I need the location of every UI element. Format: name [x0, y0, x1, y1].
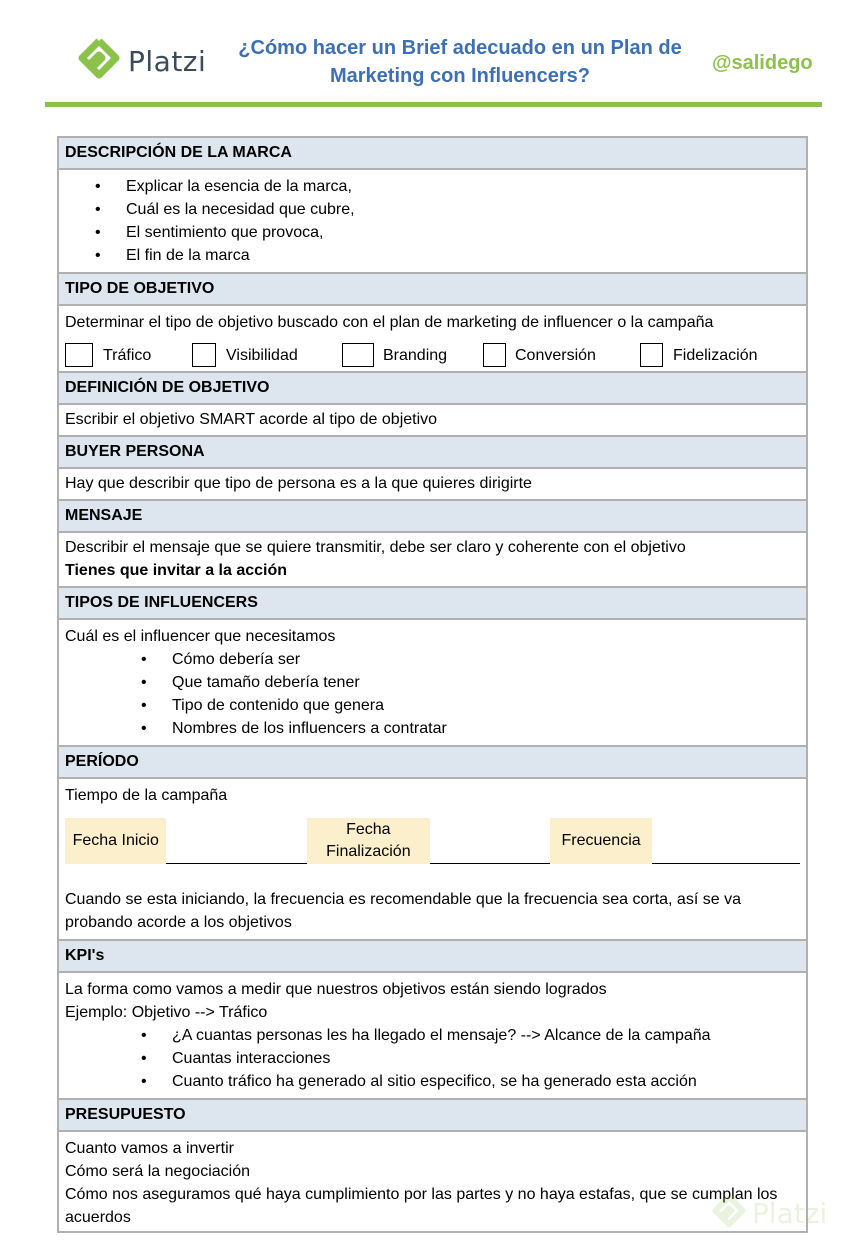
section-header-periodo: PERÍODO — [59, 747, 806, 779]
influencers-text: Cuál es el influencer que necesitamos — [65, 628, 336, 645]
fecha-inicio-label: Fecha Inicio — [65, 818, 166, 864]
platzi-watermark-icon — [712, 1194, 746, 1232]
period-fields — [65, 816, 800, 864]
checkbox[interactable] — [640, 343, 663, 367]
option-fidelizacion[interactable] — [640, 343, 757, 367]
checkbox[interactable] — [65, 343, 93, 367]
author-handle: @salidego — [712, 52, 813, 74]
header — [0, 0, 862, 110]
list-item: • El sentimiento que provoca, — [65, 221, 800, 244]
section-body-buyer: Hay que describir que tipo de persona es a la que quieres dirigirte — [59, 469, 806, 501]
checkbox[interactable] — [342, 343, 374, 367]
presupuesto-line: Cuanto vamos a invertir — [65, 1140, 234, 1157]
logo-text: Platzi — [128, 44, 207, 78]
section-body-tipo — [59, 306, 806, 373]
section-header-mensaje: MENSAJE — [59, 501, 806, 533]
fecha-finalizacion-input[interactable] — [430, 816, 550, 864]
kpis-example: Ejemplo: Objetivo --> Tráfico — [65, 1004, 268, 1021]
section-header-influencers: TIPOS DE INFLUENCERS — [59, 588, 806, 620]
option-branding[interactable] — [342, 343, 483, 367]
list-item: • Cómo debería ser — [65, 648, 800, 671]
list-item: • Explicar la esencia de la marca, — [65, 175, 800, 198]
section-body-influencers — [59, 620, 806, 747]
section-body-kpis — [59, 973, 806, 1100]
section-header-presupuesto: PRESUPUESTO — [59, 1100, 806, 1132]
mensaje-call-to-action: Tienes que invitar a la acción — [65, 562, 288, 579]
checkbox[interactable] — [192, 343, 216, 367]
list-item: • Cuál es la necesidad que cubre, — [65, 198, 800, 221]
periodo-note: Cuando se esta iniciando, la frecuencia es recomendable que la frecuencia sea corta, así se va probando acorde a los objetivos — [65, 891, 741, 931]
frecuencia-input[interactable] — [652, 816, 800, 864]
section-header-buyer: BUYER PERSONA — [59, 437, 806, 469]
section-header-marca: DESCRIPCIÓN DE LA MARCA — [59, 138, 806, 170]
brief-table — [57, 136, 808, 1233]
list-item: • Que tamaño debería tener — [65, 671, 800, 694]
section-header-tipo: TIPO DE OBJETIVO — [59, 274, 806, 306]
platzi-watermark — [712, 1194, 827, 1232]
section-body-marca — [59, 170, 806, 274]
platzi-logo-icon — [78, 38, 120, 84]
kpis-text: La forma como vamos a medir que nuestros objetivos están siendo logrados — [65, 981, 607, 998]
page-title: ¿Cómo hacer un Brief adecuado en un Plan de Marketing con Influencers? — [238, 37, 682, 87]
section-body-presupuesto — [59, 1132, 806, 1231]
fecha-finalizacion-label: Fecha Finalización — [307, 818, 430, 864]
list-item: • Nombres de los influencers a contratar — [65, 717, 800, 740]
option-visibilidad[interactable] — [192, 343, 342, 367]
header-divider — [45, 102, 822, 107]
section-header-definicion: DEFINICIÓN DE OBJETIVO — [59, 373, 806, 405]
option-label: Branding — [383, 346, 448, 364]
list-item: • Cuantas interacciones — [65, 1047, 800, 1070]
section-body-mensaje — [59, 533, 806, 588]
option-conversion[interactable] — [483, 343, 640, 367]
periodo-text: Tiempo de la campaña — [65, 787, 228, 804]
presupuesto-line: Cómo nos aseguramos qué haya cumplimiento por las partes y no haya estafas, que se cumplan los acuerdos — [65, 1186, 778, 1226]
fecha-inicio-input[interactable] — [166, 816, 306, 864]
checkbox[interactable] — [483, 343, 506, 367]
list-item: • ¿A cuantas personas les ha llegado el mensaje? --> Alcance de la campaña — [65, 1024, 800, 1047]
option-label: Fidelización — [673, 346, 758, 364]
presupuesto-line: Cómo será la negociación — [65, 1163, 250, 1180]
list-item: • Cuanto tráfico ha generado al sitio especifico, se ha generado esta acción — [65, 1070, 800, 1093]
section-body-periodo — [59, 779, 806, 941]
option-trafico[interactable] — [65, 343, 192, 367]
option-label: Visibilidad — [226, 346, 298, 364]
section-header-kpis: KPI's — [59, 941, 806, 973]
mensaje-text: Describir el mensaje que se quiere transmitir, debe ser claro y coherente con el objetivo — [65, 539, 686, 556]
list-item: • Tipo de contenido que genera — [65, 694, 800, 717]
objective-options — [65, 340, 800, 370]
option-label: Conversión — [515, 346, 596, 364]
tipo-description: Determinar el tipo de objetivo buscado con el plan de marketing de influencer o la campaña — [65, 314, 714, 331]
platzi-logo — [78, 38, 206, 84]
list-item: • El fin de la marca — [65, 244, 800, 267]
section-body-definicion: Escribir el objetivo SMART acorde al tipo de objetivo — [59, 405, 806, 437]
option-label: Tráfico — [103, 346, 152, 364]
frecuencia-label: Frecuencia — [550, 818, 651, 864]
watermark-text: Platzi — [752, 1196, 828, 1230]
